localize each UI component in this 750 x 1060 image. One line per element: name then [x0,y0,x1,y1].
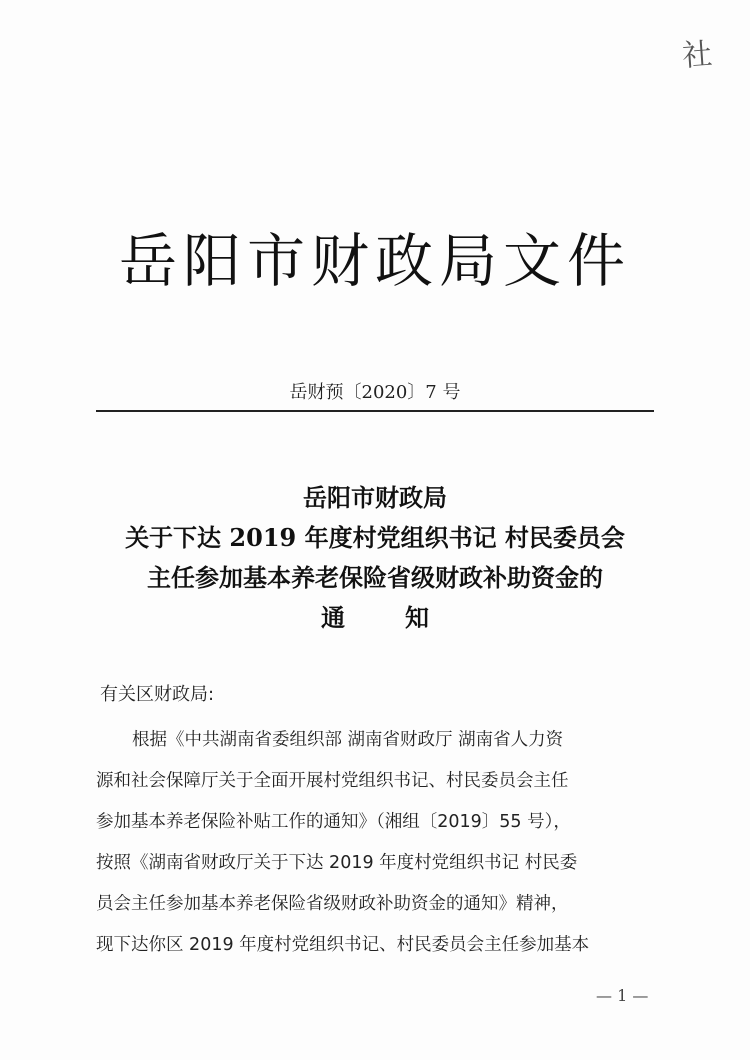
notice-heading [0,478,750,638]
body-text [96,720,656,966]
notice-heading-line-3: 主任参加基本养老保险省级财政补助资金的 [147,563,603,592]
document-number: 岳财预〔2020〕7 号 [289,382,461,403]
body-line: 按照《湖南省财政厅关于下达 2019 年度村党组织书记 村民委 [96,853,578,873]
body-line: 源和社会保障厅关于全面开展村党组织书记、村民委员会主任 [96,771,569,791]
body-line: 现下达你区 2019 年度村党组织书记、村民委员会主任参加基本 [96,935,590,955]
salutation: 有关区财政局: [100,684,215,705]
body-line: 员会主任参加基本养老保险省级财政补助资金的通知》精神， [96,894,569,914]
agency-title: 岳阳市财政局文件 [118,227,631,295]
notice-heading-line-4: 通知 [321,603,489,632]
header-rule [96,410,654,412]
notice-heading-line-2: 关于下达 2019 年度村党组织书记 村民委员会 [125,523,625,552]
body-line: 参加基本养老保险补贴工作的通知》（湘组〔2019〕55 号）， [96,812,571,832]
notice-heading-line-1: 岳阳市财政局 [303,483,447,512]
body-line: 根据《中共湖南省委组织部 湖南省财政厅 湖南省人力资 [132,730,564,750]
handwritten-annotation: 社 [681,37,712,74]
page-number: — 1 — [596,986,649,1005]
